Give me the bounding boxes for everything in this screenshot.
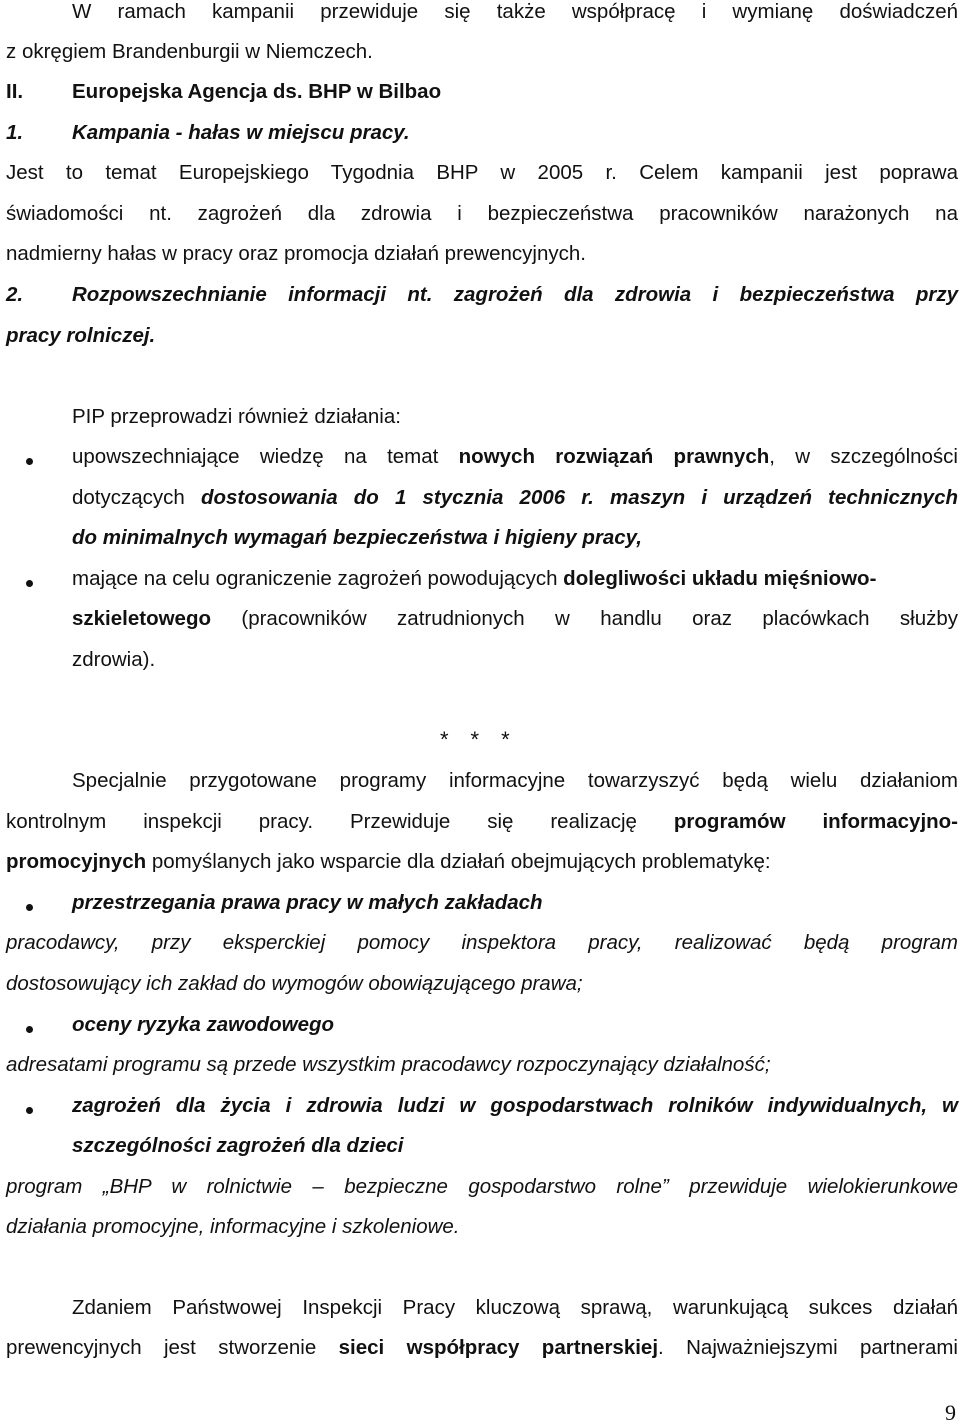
paragraph-line — [72, 767, 958, 795]
text: , w szczególności — [769, 445, 958, 468]
bullet-icon — [26, 580, 33, 587]
section-separator: *** — [440, 727, 532, 752]
list-item-heading — [72, 1132, 958, 1160]
bold-text: dolegliwości układu mięśniowo- — [563, 567, 877, 590]
list-item-description — [6, 929, 958, 957]
text: przestrzegania prawa pracy w małych zakładach — [72, 891, 543, 914]
bold-italic-text: dostosowania do 1 stycznia 2006 r. maszyn i urządzeń technicznych — [200, 486, 959, 509]
bold-text: sieci współpracy partnerskiej — [338, 1336, 659, 1359]
text: PIP przeprowadzi również działania: — [72, 405, 401, 428]
bullet-icon — [26, 1026, 33, 1033]
text: świadomości nt. zagrożeń dla zdrowia i bezpieczeństwa pracowników narażonych na — [6, 202, 958, 225]
paragraph-line — [6, 240, 958, 268]
text: zdrowia). — [72, 648, 156, 671]
subsection-title: Kampania - hałas w miejscu pracy. — [72, 121, 410, 144]
text: Specjalnie przygotowane programy informacyjne towarzyszyć będą wielu działaniom — [72, 769, 958, 792]
subsection-number: 1. — [6, 121, 24, 144]
text: Zdaniem Państwowej Inspekcji Pracy kluczową sprawą, warunkującą sukces działań — [72, 1296, 958, 1319]
paragraph-line — [72, 403, 958, 431]
subsection-heading — [6, 281, 958, 309]
paragraph-line — [72, 0, 958, 26]
text: pracy rolniczej. — [6, 324, 156, 347]
text: działania promocyjne, informacyjne i szkoleniowe. — [6, 1215, 460, 1238]
page-number: 9 — [945, 1400, 956, 1425]
subsection-heading — [6, 119, 958, 147]
subsection-title: Rozpowszechnianie informacji nt. zagrożeń dla zdrowia i bezpieczeństwa przy — [72, 283, 958, 306]
list-item-heading — [72, 889, 958, 917]
paragraph-line — [6, 808, 958, 836]
paragraph-line — [6, 1334, 958, 1362]
list-item-heading — [72, 1011, 958, 1039]
list-item-description — [6, 1173, 958, 1201]
text: kontrolnym inspekcji pracy. Przewiduje się realizację — [6, 810, 674, 833]
text: dostosowujący ich zakład do wymogów obowiązującego prawa; — [6, 972, 583, 995]
paragraph-line — [72, 1294, 958, 1322]
text: szczególności zagrożeń dla dzieci — [72, 1134, 404, 1157]
text: Jest to temat Europejskiego Tygodnia BHP w 2005 r. Celem kampanii jest poprawa — [6, 161, 958, 184]
text: mające na celu ograniczenie zagrożeń powodujących — [72, 567, 564, 590]
text: pracodawcy, przy eksperckiej pomocy inspektora pracy, realizować będą program — [6, 931, 958, 954]
list-item-line — [72, 646, 958, 674]
text: z okręgiem Brandenburgii w Niemczech. — [6, 40, 373, 63]
paragraph-line — [6, 38, 958, 66]
text: (pracowników zatrudnionych w handlu oraz placówkach służby — [211, 607, 958, 630]
text: oceny ryzyka zawodowego — [72, 1013, 335, 1036]
list-item-line — [72, 524, 958, 552]
list-item-line — [72, 484, 958, 512]
text: nadmierny hałas w pracy oraz promocja działań prewencyjnych. — [6, 242, 586, 265]
list-item-description — [6, 1051, 958, 1079]
list-item-description — [6, 1213, 958, 1241]
text: program „BHP w rolnictwie – bezpieczne gospodarstwo rolne” przewiduje wielokierunkowe — [6, 1175, 958, 1198]
bold-text: programów informacyjno- — [673, 810, 959, 833]
paragraph-line — [6, 159, 958, 187]
list-item-line — [72, 605, 958, 633]
section-heading — [6, 78, 958, 106]
section-title: Europejska Agencja ds. BHP w Bilbao — [72, 80, 442, 103]
text: W ramach kampanii przewiduje się także współpracę i wymianę doświadczeń — [72, 0, 958, 23]
bullet-icon — [26, 458, 33, 465]
bullet-icon — [26, 904, 33, 911]
paragraph-line — [6, 848, 958, 876]
list-item-heading — [72, 1092, 958, 1120]
text: zagrożeń dla życia i zdrowia ludzi w gospodarstwach rolników indywidualnych, w — [72, 1094, 958, 1117]
text: adresatami programu są przede wszystkim pracodawcy rozpoczynający działalność; — [6, 1053, 771, 1076]
bold-text: promocyjnych — [6, 850, 147, 873]
section-number: II. — [6, 80, 24, 103]
list-item-description — [6, 970, 958, 998]
text: prewencyjnych jest stworzenie — [6, 1336, 339, 1359]
text: dotyczących — [72, 486, 201, 509]
text: . Najważniejszymi partnerami — [658, 1336, 958, 1359]
subsection-heading-continued — [6, 322, 958, 350]
bold-text: szkieletowego — [72, 607, 211, 630]
list-item-line — [72, 565, 958, 593]
text: upowszechniające wiedzę na temat — [72, 445, 459, 468]
bullet-icon — [26, 1107, 33, 1114]
subsection-number: 2. — [6, 283, 24, 306]
bold-text: nowych rozwiązań prawnych — [458, 445, 770, 468]
text: pomyślanych jako wsparcie dla działań obejmujących problematykę: — [146, 850, 771, 873]
list-item-line — [72, 443, 958, 471]
text: do minimalnych wymagań bezpieczeństwa i higieny pracy, — [72, 526, 642, 549]
paragraph-line — [6, 200, 958, 228]
